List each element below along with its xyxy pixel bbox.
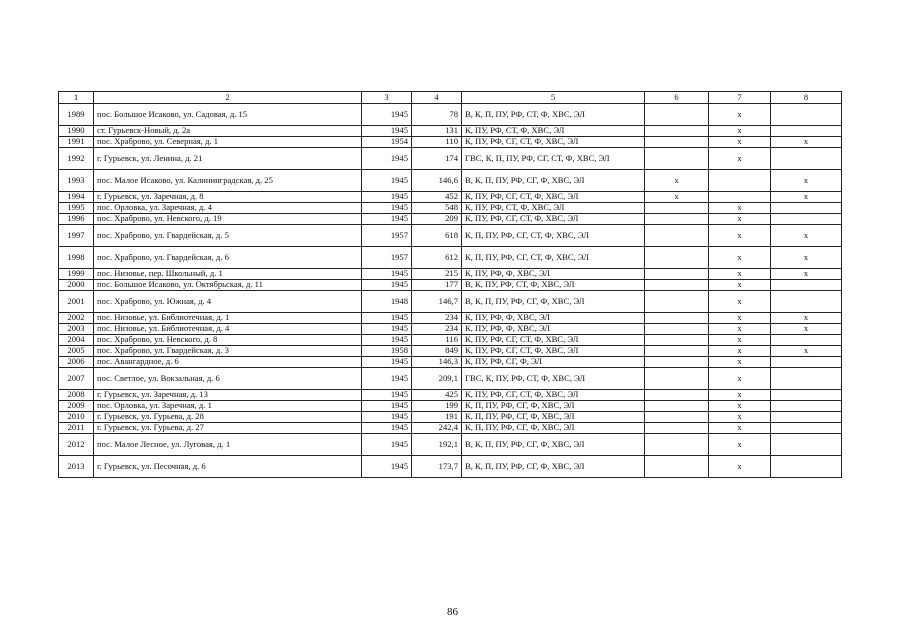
row-number-cell: 1998 [59,247,94,269]
amenities-cell: К, П, ПУ, РФ, СГ, СТ, Ф, ХВС, ЭЛ [462,247,645,269]
header-cell: 8 [771,92,842,104]
table-row [59,313,842,324]
mark-cell-8 [771,148,842,170]
amenities-cell: ГВС, К, П, ПУ, РФ, СГ, СТ, Ф, ХВС, ЭЛ [462,148,645,170]
table-row [59,456,842,478]
year-cell: 1945 [362,192,412,203]
year-cell: 1945 [362,313,412,324]
area-cell: 242,4 [412,423,462,434]
mark-cell-6 [645,280,709,291]
address-cell: пос. Авангардное, д. 6 [94,357,362,368]
table-row [59,291,842,313]
housing-register-table [58,91,842,478]
table-row [59,104,842,126]
mark-cell-6 [645,390,709,401]
address-cell: г. Гурьевск, ул. Песочная, д. 6 [94,456,362,478]
amenities-cell: ГВС, К, ПУ, РФ, СТ, Ф, ХВС, ЭЛ [462,368,645,390]
address-cell: пос. Храброво, ул. Южная, д. 4 [94,291,362,313]
year-cell: 1945 [362,203,412,214]
table-row [59,423,842,434]
mark-cell-7: х [709,225,771,247]
mark-cell-7: х [709,148,771,170]
row-number-cell: 2006 [59,357,94,368]
row-number-cell: 2005 [59,346,94,357]
amenities-cell: К, ПУ, РФ, СГ, СТ, Ф, ХВС, ЭЛ [462,192,645,203]
address-cell: пос. Низовье, ул. Библиотечная, д. 4 [94,324,362,335]
mark-cell-6 [645,324,709,335]
mark-cell-8: х [771,225,842,247]
mark-cell-8 [771,335,842,346]
address-cell: пос. Храброво, ул. Невского, д. 19 [94,214,362,225]
row-number-cell: 2008 [59,390,94,401]
mark-cell-7: х [709,357,771,368]
amenities-cell: К, ПУ, РФ, СГ, СТ, Ф, ХВС, ЭЛ [462,390,645,401]
area-cell: 215 [412,269,462,280]
mark-cell-7: х [709,203,771,214]
row-number-cell: 1991 [59,137,94,148]
year-cell: 1945 [362,148,412,170]
mark-cell-8 [771,214,842,225]
mark-cell-8: х [771,346,842,357]
header-cell: 2 [94,92,362,104]
row-number-cell: 2001 [59,291,94,313]
mark-cell-7: х [709,137,771,148]
address-cell: пос. Храброво, ул. Гвардейская, д. 3 [94,346,362,357]
address-cell: пос. Низовье, ул. Библиотечная, д. 1 [94,313,362,324]
mark-cell-8: х [771,247,842,269]
amenities-cell: К, ПУ, РФ, СТ, Ф, ХВС, ЭЛ [462,126,645,137]
mark-cell-7: х [709,434,771,456]
amenities-cell: В, К, ПУ, РФ, СТ, Ф, ХВС, ЭЛ [462,280,645,291]
row-number-cell: 1997 [59,225,94,247]
area-cell: 199 [412,401,462,412]
row-number-cell: 2011 [59,423,94,434]
area-cell: 234 [412,324,462,335]
address-cell: г. Гурьевск, ул. Гурьева, д. 27 [94,423,362,434]
mark-cell-6 [645,434,709,456]
year-cell: 1945 [362,434,412,456]
table-row [59,225,842,247]
mark-cell-6 [645,423,709,434]
area-cell: 146,3 [412,357,462,368]
amenities-cell: В, К, П, ПУ, РФ, СГ, Ф, ХВС, ЭЛ [462,170,645,192]
mark-cell-7: х [709,313,771,324]
amenities-cell: К, ПУ, РФ, Ф, ХВС, ЭЛ [462,313,645,324]
mark-cell-8: х [771,324,842,335]
mark-cell-7 [709,192,771,203]
address-cell: пос. Большое Исаково, ул. Садовая, д. 15 [94,104,362,126]
year-cell: 1945 [362,335,412,346]
mark-cell-6 [645,313,709,324]
table-row [59,412,842,423]
row-number-cell: 2010 [59,412,94,423]
year-cell: 1954 [362,137,412,148]
table-row [59,170,842,192]
year-cell: 1957 [362,225,412,247]
year-cell: 1945 [362,390,412,401]
mark-cell-6 [645,346,709,357]
table-row [59,401,842,412]
row-number-cell: 2009 [59,401,94,412]
mark-cell-6 [645,203,709,214]
row-number-cell: 1994 [59,192,94,203]
row-number-cell: 1995 [59,203,94,214]
header-cell: 6 [645,92,709,104]
address-cell: пос. Храброво, ул. Гвардейская, д. 6 [94,247,362,269]
area-cell: 849 [412,346,462,357]
row-number-cell: 1990 [59,126,94,137]
mark-cell-6: х [645,192,709,203]
table-row [59,357,842,368]
table-header-row [59,92,842,104]
mark-cell-8 [771,412,842,423]
mark-cell-6 [645,335,709,346]
mark-cell-6 [645,214,709,225]
area-cell: 612 [412,247,462,269]
area-cell: 618 [412,225,462,247]
year-cell: 1945 [362,324,412,335]
table-row [59,214,842,225]
year-cell: 1957 [362,247,412,269]
area-cell: 209,1 [412,368,462,390]
table-row [59,434,842,456]
mark-cell-8 [771,434,842,456]
row-number-cell: 2003 [59,324,94,335]
year-cell: 1945 [362,412,412,423]
mark-cell-6 [645,247,709,269]
mark-cell-7: х [709,126,771,137]
amenities-cell: К, ПУ, РФ, СГ, СТ, Ф, ХВС, ЭЛ [462,335,645,346]
address-cell: пос. Малое Лесное, ул. Луговая, д. 1 [94,434,362,456]
row-number-cell: 1989 [59,104,94,126]
header-cell: 5 [462,92,645,104]
area-cell: 177 [412,280,462,291]
area-cell: 174 [412,148,462,170]
area-cell: 191 [412,412,462,423]
mark-cell-7: х [709,456,771,478]
mark-cell-6: х [645,170,709,192]
address-cell: ст. Гурьевск-Новый, д. 2а [94,126,362,137]
mark-cell-7: х [709,324,771,335]
year-cell: 1945 [362,170,412,192]
mark-cell-6 [645,137,709,148]
area-cell: 192,1 [412,434,462,456]
address-cell: г. Гурьевск, ул. Заречная, д. 8 [94,192,362,203]
year-cell: 1945 [362,401,412,412]
header-cell: 7 [709,92,771,104]
mark-cell-8 [771,203,842,214]
area-cell: 146,6 [412,170,462,192]
table-row [59,148,842,170]
mark-cell-7: х [709,412,771,423]
mark-cell-8: х [771,313,842,324]
table-row [59,269,842,280]
amenities-cell: В, К, П, ПУ, РФ, СГ, Ф, ХВС, ЭЛ [462,291,645,313]
area-cell: 110 [412,137,462,148]
area-cell: 425 [412,390,462,401]
amenities-cell: К, П, ПУ, РФ, СГ, Ф, ХВС, ЭЛ [462,401,645,412]
table-row [59,203,842,214]
amenities-cell: В, К, П, ПУ, РФ, СГ, Ф, ХВС, ЭЛ [462,456,645,478]
year-cell: 1945 [362,280,412,291]
area-cell: 131 [412,126,462,137]
mark-cell-6 [645,401,709,412]
table-row [59,247,842,269]
area-cell: 452 [412,192,462,203]
mark-cell-7 [709,170,771,192]
row-number-cell: 1992 [59,148,94,170]
year-cell: 1945 [362,456,412,478]
mark-cell-8 [771,104,842,126]
address-cell: пос. Большое Исаково, ул. Октябрьская, д. 11 [94,280,362,291]
amenities-cell: К, П, ПУ, РФ, СГ, Ф, ХВС, ЭЛ [462,423,645,434]
amenities-cell: В, К, П, ПУ, РФ, СТ, Ф, ХВС, ЭЛ [462,104,645,126]
year-cell: 1945 [362,368,412,390]
year-cell: 1948 [362,291,412,313]
year-cell: 1945 [362,269,412,280]
address-cell: пос. Орловка, ул. Заречная, д. 1 [94,401,362,412]
area-cell: 78 [412,104,462,126]
mark-cell-7: х [709,280,771,291]
address-cell: пос. Храброво, ул. Северная, д. 1 [94,137,362,148]
mark-cell-8: х [771,137,842,148]
mark-cell-8 [771,456,842,478]
address-cell: пос. Малое Исаково, ул. Калининградская, д. 25 [94,170,362,192]
area-cell: 234 [412,313,462,324]
mark-cell-7: х [709,368,771,390]
amenities-cell: К, ПУ, РФ, СТ, Ф, ХВС, ЭЛ [462,203,645,214]
year-cell: 1945 [362,214,412,225]
table-row [59,192,842,203]
mark-cell-7: х [709,346,771,357]
mark-cell-8 [771,390,842,401]
address-cell: г. Гурьевск, ул. Заречная, д. 13 [94,390,362,401]
mark-cell-6 [645,104,709,126]
table-row [59,280,842,291]
area-cell: 173,7 [412,456,462,478]
mark-cell-7: х [709,423,771,434]
table-row [59,346,842,357]
table-row [59,126,842,137]
row-number-cell: 2013 [59,456,94,478]
year-cell: 1945 [362,357,412,368]
area-cell: 209 [412,214,462,225]
amenities-cell: К, ПУ, РФ, СГ, СТ, Ф, ХВС, ЭЛ [462,137,645,148]
mark-cell-8: х [771,269,842,280]
area-cell: 548 [412,203,462,214]
amenities-cell: В, К, П, ПУ, РФ, СГ, Ф, ХВС, ЭЛ [462,434,645,456]
header-cell: 4 [412,92,462,104]
address-cell: пос. Светлое, ул. Вокзальная, д. 6 [94,368,362,390]
mark-cell-8 [771,423,842,434]
mark-cell-6 [645,368,709,390]
year-cell: 1945 [362,423,412,434]
amenities-cell: К, ПУ, РФ, Ф, ХВС, ЭЛ [462,324,645,335]
mark-cell-7: х [709,269,771,280]
mark-cell-8 [771,126,842,137]
mark-cell-7: х [709,291,771,313]
amenities-cell: К, ПУ, РФ, СГ, СТ, Ф, ХВС, ЭЛ [462,346,645,357]
mark-cell-7: х [709,390,771,401]
address-cell: пос. Орловка, ул. Заречная, д. 4 [94,203,362,214]
address-cell: пос. Храброво, ул. Гвардейская, д. 5 [94,225,362,247]
mark-cell-7: х [709,401,771,412]
area-cell: 116 [412,335,462,346]
row-number-cell: 2000 [59,280,94,291]
mark-cell-7: х [709,104,771,126]
amenities-cell: К, П, ПУ, РФ, СГ, Ф, ХВС, ЭЛ [462,412,645,423]
address-cell: г. Гурьевск, ул. Ленина, д. 21 [94,148,362,170]
mark-cell-8 [771,368,842,390]
mark-cell-8 [771,401,842,412]
page-number: 86 [447,606,458,618]
table-row [59,324,842,335]
mark-cell-8 [771,291,842,313]
row-number-cell: 2007 [59,368,94,390]
area-cell: 146,7 [412,291,462,313]
table-row [59,390,842,401]
table-row [59,368,842,390]
amenities-cell: К, ПУ, РФ, СГ, СТ, Ф, ХВС, ЭЛ [462,214,645,225]
address-cell: пос. Низовье, пер. Школьный, д. 1 [94,269,362,280]
mark-cell-6 [645,412,709,423]
mark-cell-8: х [771,170,842,192]
mark-cell-7: х [709,247,771,269]
row-number-cell: 1999 [59,269,94,280]
mark-cell-8: х [771,192,842,203]
amenities-cell: К, ПУ, РФ, Ф, ХВС, ЭЛ [462,269,645,280]
mark-cell-6 [645,456,709,478]
row-number-cell: 1996 [59,214,94,225]
mark-cell-6 [645,269,709,280]
year-cell: 1945 [362,104,412,126]
mark-cell-6 [645,126,709,137]
mark-cell-6 [645,291,709,313]
amenities-cell: К, П, ПУ, РФ, СГ, СТ, Ф, ХВС, ЭЛ [462,225,645,247]
header-cell: 1 [59,92,94,104]
row-number-cell: 2002 [59,313,94,324]
mark-cell-8 [771,280,842,291]
amenities-cell: К, ПУ, РФ, СГ, Ф, ЭЛ [462,357,645,368]
mark-cell-6 [645,357,709,368]
row-number-cell: 1993 [59,170,94,192]
row-number-cell: 2004 [59,335,94,346]
year-cell: 1958 [362,346,412,357]
mark-cell-7: х [709,335,771,346]
address-cell: пос. Храброво, ул. Невского, д. 8 [94,335,362,346]
mark-cell-6 [645,148,709,170]
address-cell: г. Гурьевск, ул. Гурьева, д. 28 [94,412,362,423]
year-cell: 1945 [362,126,412,137]
table-row [59,335,842,346]
mark-cell-6 [645,225,709,247]
mark-cell-7: х [709,214,771,225]
header-cell: 3 [362,92,412,104]
mark-cell-8 [771,357,842,368]
row-number-cell: 2012 [59,434,94,456]
table-row [59,137,842,148]
